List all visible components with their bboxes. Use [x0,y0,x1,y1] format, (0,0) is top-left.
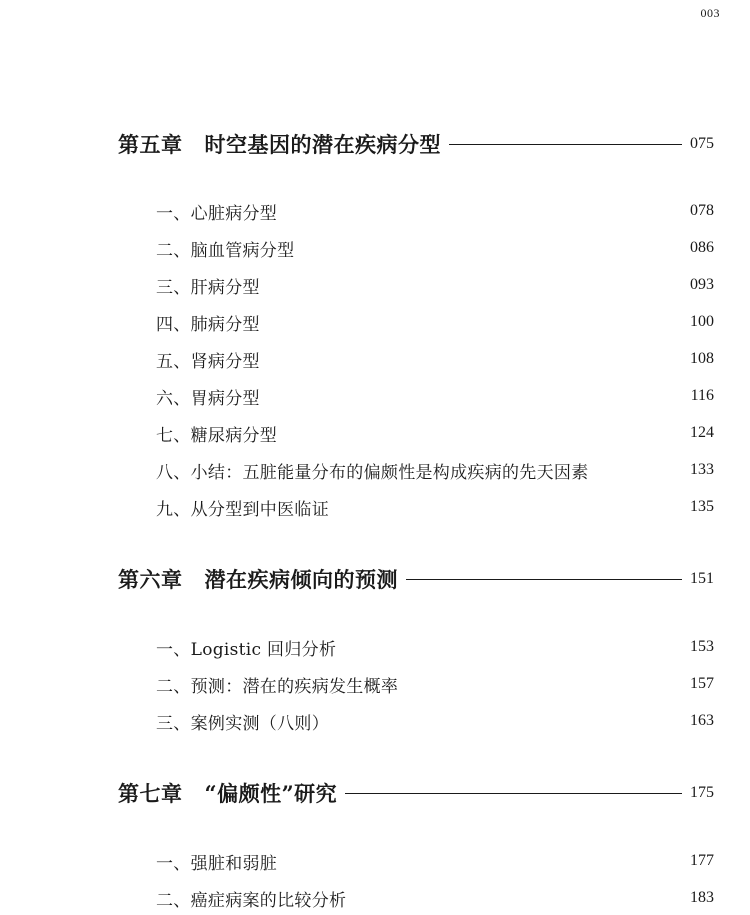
entry-title: 六、胃病分型 [156,388,260,409]
entry-title: 八、小结：五脏能量分布的偏颇性是构成疾病的先天因素 [156,462,589,483]
entry-title: 二、预测：潜在的疾病发生概率 [156,676,399,697]
entry-title: 五、肾病分型 [156,351,260,372]
chapter-title: “偏颇性”研究 [204,781,338,806]
entry-page-number: 177 [690,852,714,869]
entry-page-number: 100 [690,313,714,330]
toc-entry[interactable] [156,886,714,910]
entry-page-number: 157 [690,675,714,692]
entry-page-number: 086 [690,239,714,256]
chapter-page-number: 175 [690,784,714,801]
chapter-title: 时空基因的潜在疾病分型 [204,132,441,157]
entry-page-number: 133 [690,461,714,478]
toc-entry[interactable] [156,849,714,873]
toc-chapter-6[interactable] [118,565,714,593]
chapter-title: 潜在疾病倾向的预测 [204,567,398,592]
toc-entry[interactable] [156,384,714,408]
chapter-page-number: 075 [690,135,714,152]
leader-rule [345,793,682,794]
chapter-label: 第七章 [118,781,183,806]
toc-entry[interactable] [156,310,714,334]
chapter-page-number: 151 [690,570,714,587]
page-number: 003 [700,6,720,20]
entry-page-number: 116 [690,387,714,404]
entry-title: 一、心脏病分型 [156,203,278,224]
entry-page-number: 124 [690,424,714,441]
entry-title: 一、Logistic 回归分析 [156,639,337,660]
entry-title: 二、癌症病案的比较分析 [156,890,347,911]
toc-entry[interactable] [156,672,714,696]
entry-page-number: 078 [690,202,714,219]
toc-entry[interactable] [156,273,714,297]
entry-page-number: 183 [690,889,714,906]
chapter-label: 第六章 [118,567,183,592]
entry-title: 九、从分型到中医临证 [156,499,329,520]
entry-title: 七、糖尿病分型 [156,425,278,446]
chapter-label: 第五章 [118,132,183,157]
entry-title: 三、肝病分型 [156,277,260,298]
entry-page-number: 135 [690,498,714,515]
entry-page-number: 153 [690,638,714,655]
toc-entry[interactable] [156,495,714,519]
entry-title: 四、肺病分型 [156,314,260,335]
entry-page-number: 163 [690,712,714,729]
entry-page-number: 108 [690,350,714,367]
toc-entry[interactable] [156,421,714,445]
toc-entry[interactable] [156,347,714,371]
entry-title: 二、脑血管病分型 [156,240,295,261]
leader-rule [449,144,682,145]
toc-entry[interactable] [156,458,714,482]
leader-rule [406,579,682,580]
toc-entry[interactable] [156,199,714,223]
toc-entry[interactable] [156,635,714,659]
toc-entry[interactable] [156,236,714,260]
toc-chapter-5[interactable] [118,130,714,158]
entry-title: 一、强脏和弱脏 [156,853,278,874]
toc-entry[interactable] [156,709,714,733]
entry-page-number: 093 [690,276,714,293]
toc-chapter-7[interactable] [118,779,714,807]
entry-title: 三、案例实测（八则） [156,713,329,734]
